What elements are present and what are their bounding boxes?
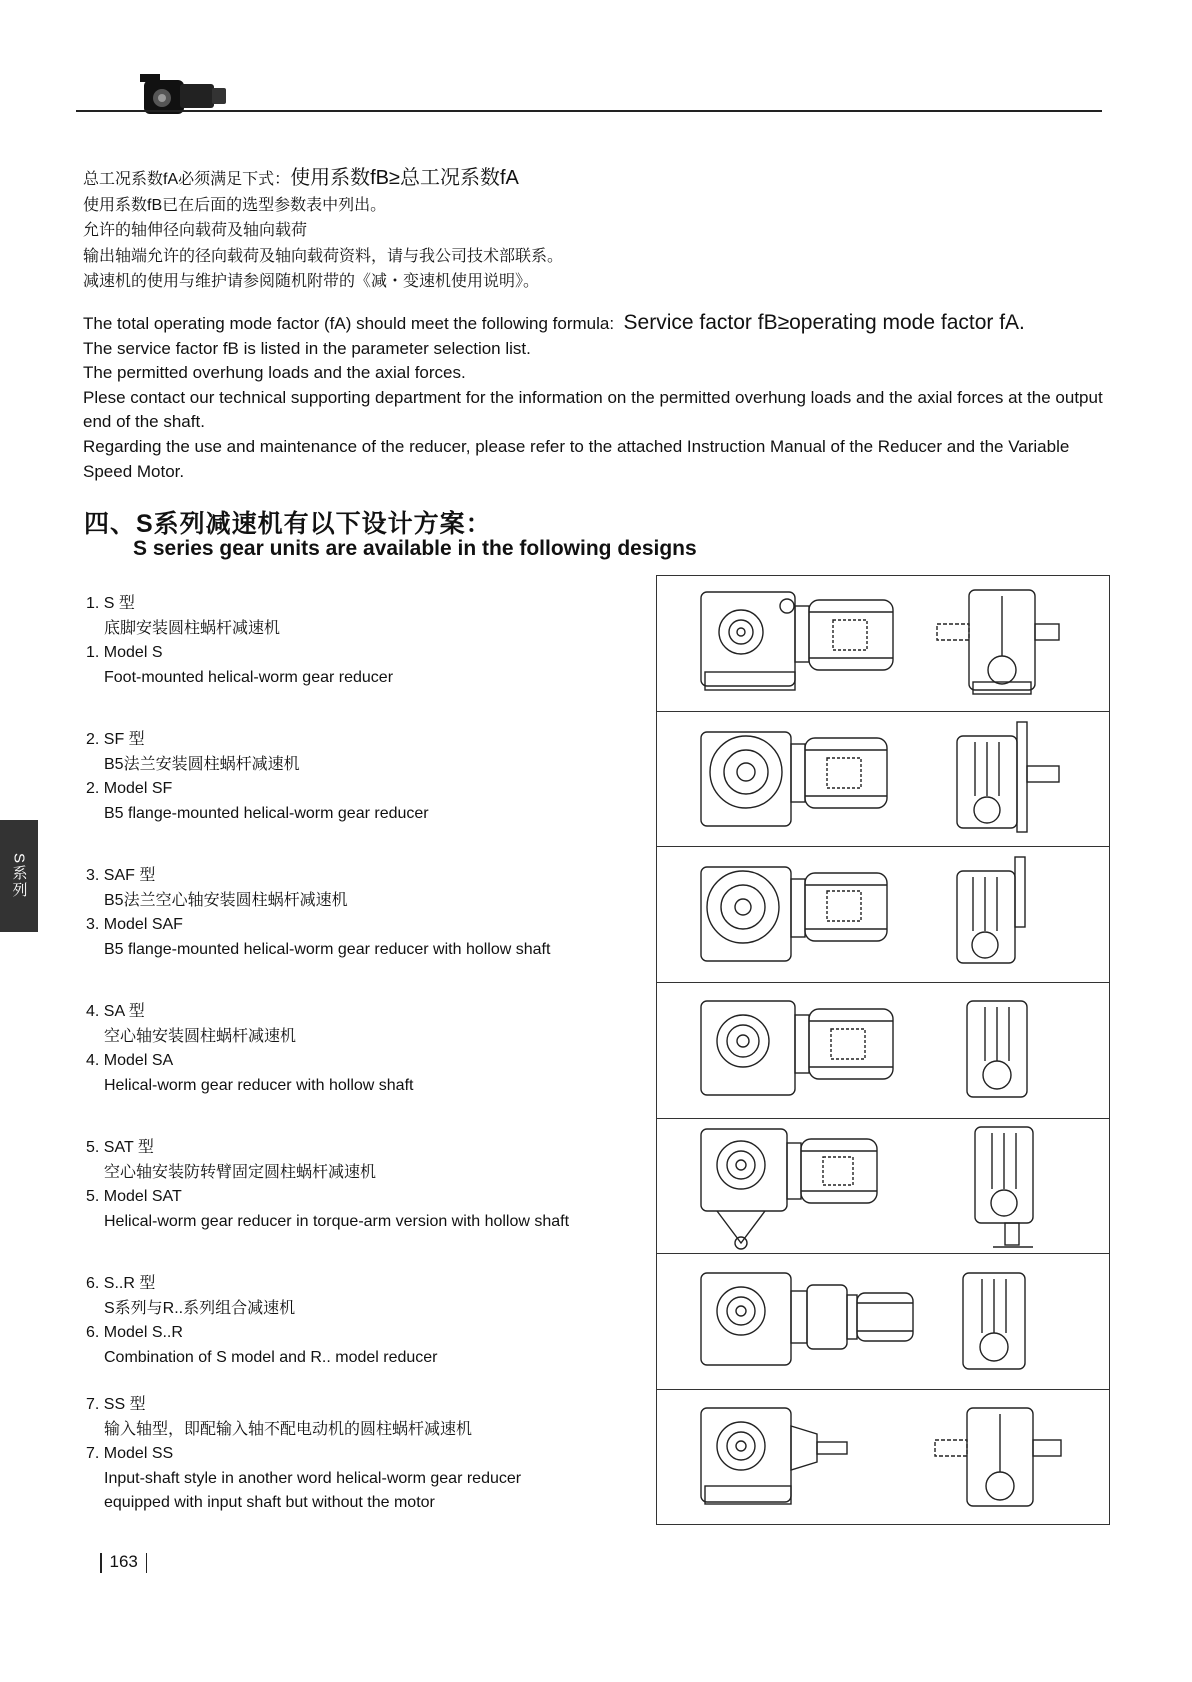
- model-item: 2. SF 型 B5法兰安装圆柱蜗杆减速机 2. Model SF B5 flange-mounted helical-worm gear reducer: [86, 731, 429, 822]
- side-tab: S系列: [0, 820, 38, 932]
- note-cn-1: 总工况系数fA必须满足下式：使用系数fB≥总工况系数fA: [83, 167, 519, 189]
- gear-reducer-drawing-icon: [657, 1255, 1109, 1390]
- figure-model-sa: [657, 983, 1109, 1119]
- notes-cn: [83, 166, 563, 295]
- note-cn-2: 使用系数fB已在后面的选型参数表中列出。: [83, 196, 387, 214]
- model-item: 3. SAF 型 B5法兰空心轴安装圆柱蜗杆减速机 3. Model SAF B5 flange-mounted helical-worm gear reducer with hollow shaft: [86, 867, 551, 958]
- gear-reducer-drawing-icon: [657, 576, 1109, 711]
- figure-column: [656, 575, 1110, 1525]
- model-item: 1. S 型 底脚安装圆柱蜗杆减速机 1. Model S Foot-mounted helical-worm gear reducer: [86, 595, 394, 686]
- figure-model-ss: [657, 1390, 1109, 1526]
- note-cn-3: 允许的轴伸径向载荷及轴向载荷: [83, 222, 308, 239]
- section-heading-en: S series gear units are available in the following designs: [133, 537, 697, 560]
- note-cn-5: 减速机的使用与维护请参阅随机附带的《减・变速机使用说明》。: [83, 273, 540, 290]
- note-cn-4: 输出轴端允许的径向载荷及轴向载荷资料，请与我公司技术部联系。: [83, 247, 564, 265]
- note-en-2: The service factor fB is listed in the parameter selection list.: [83, 338, 531, 358]
- gear-reducer-drawing-icon: [657, 712, 1109, 847]
- note-en-3: The permitted overhung loads and the axial forces.: [83, 363, 466, 383]
- gear-reducer-drawing-icon: [657, 983, 1109, 1118]
- gear-reducer-drawing-icon: [657, 847, 1109, 982]
- notes-en: [83, 311, 1113, 484]
- model-item: 7. SS 型 输入轴型，即配输入轴不配电动机的圆柱蜗杆减速机 7. Model SS Input-shaft style in another word helical-worm gear reducer equipped with input shaft but without the motor: [86, 1396, 522, 1511]
- note-en-4: Plese contact our technical supporting department for the information on the permitted overhung loads and the axial forces at the output end of the shaft.: [83, 387, 1103, 432]
- gear-reducer-drawing-icon: [657, 1390, 1109, 1525]
- page-number: 163: [92, 1552, 155, 1573]
- figure-model-saf: [657, 847, 1109, 983]
- figure-model-s: [657, 576, 1109, 712]
- note-en-5: Regarding the use and maintenance of the reducer, please refer to the attached Instruction Manual of the Reducer and the Variable Speed Motor.: [83, 436, 1070, 481]
- note-en-1: The total operating mode factor (fA) should meet the following formula: Service factor fB≥operating mode factor fA.: [83, 311, 1025, 334]
- figure-model-sf: [657, 712, 1109, 848]
- header-rule: [76, 110, 1102, 112]
- model-item: 5. SAT 型 空心轴安装防转臂固定圆柱蜗杆减速机 5. Model SAT Helical-worm gear reducer in torque-arm version with hollow shaft: [86, 1139, 570, 1230]
- model-item: 4. SA 型 空心轴安装圆柱蜗杆减速机 4. Model SA Helical-worm gear reducer with hollow shaft: [86, 1003, 414, 1094]
- gear-motor-logo-icon: [140, 68, 236, 120]
- section-heading-cn: 四、S系列减速机有以下设计方案：: [84, 510, 492, 538]
- figure-model-sat: [657, 1119, 1109, 1255]
- model-item: 6. S..R 型 S系列与R..系列组合减速机 6. Model S..R Combination of S model and R.. model reducer: [86, 1275, 438, 1366]
- gear-reducer-drawing-icon: [657, 1119, 1109, 1254]
- figure-model-s-r: [657, 1255, 1109, 1391]
